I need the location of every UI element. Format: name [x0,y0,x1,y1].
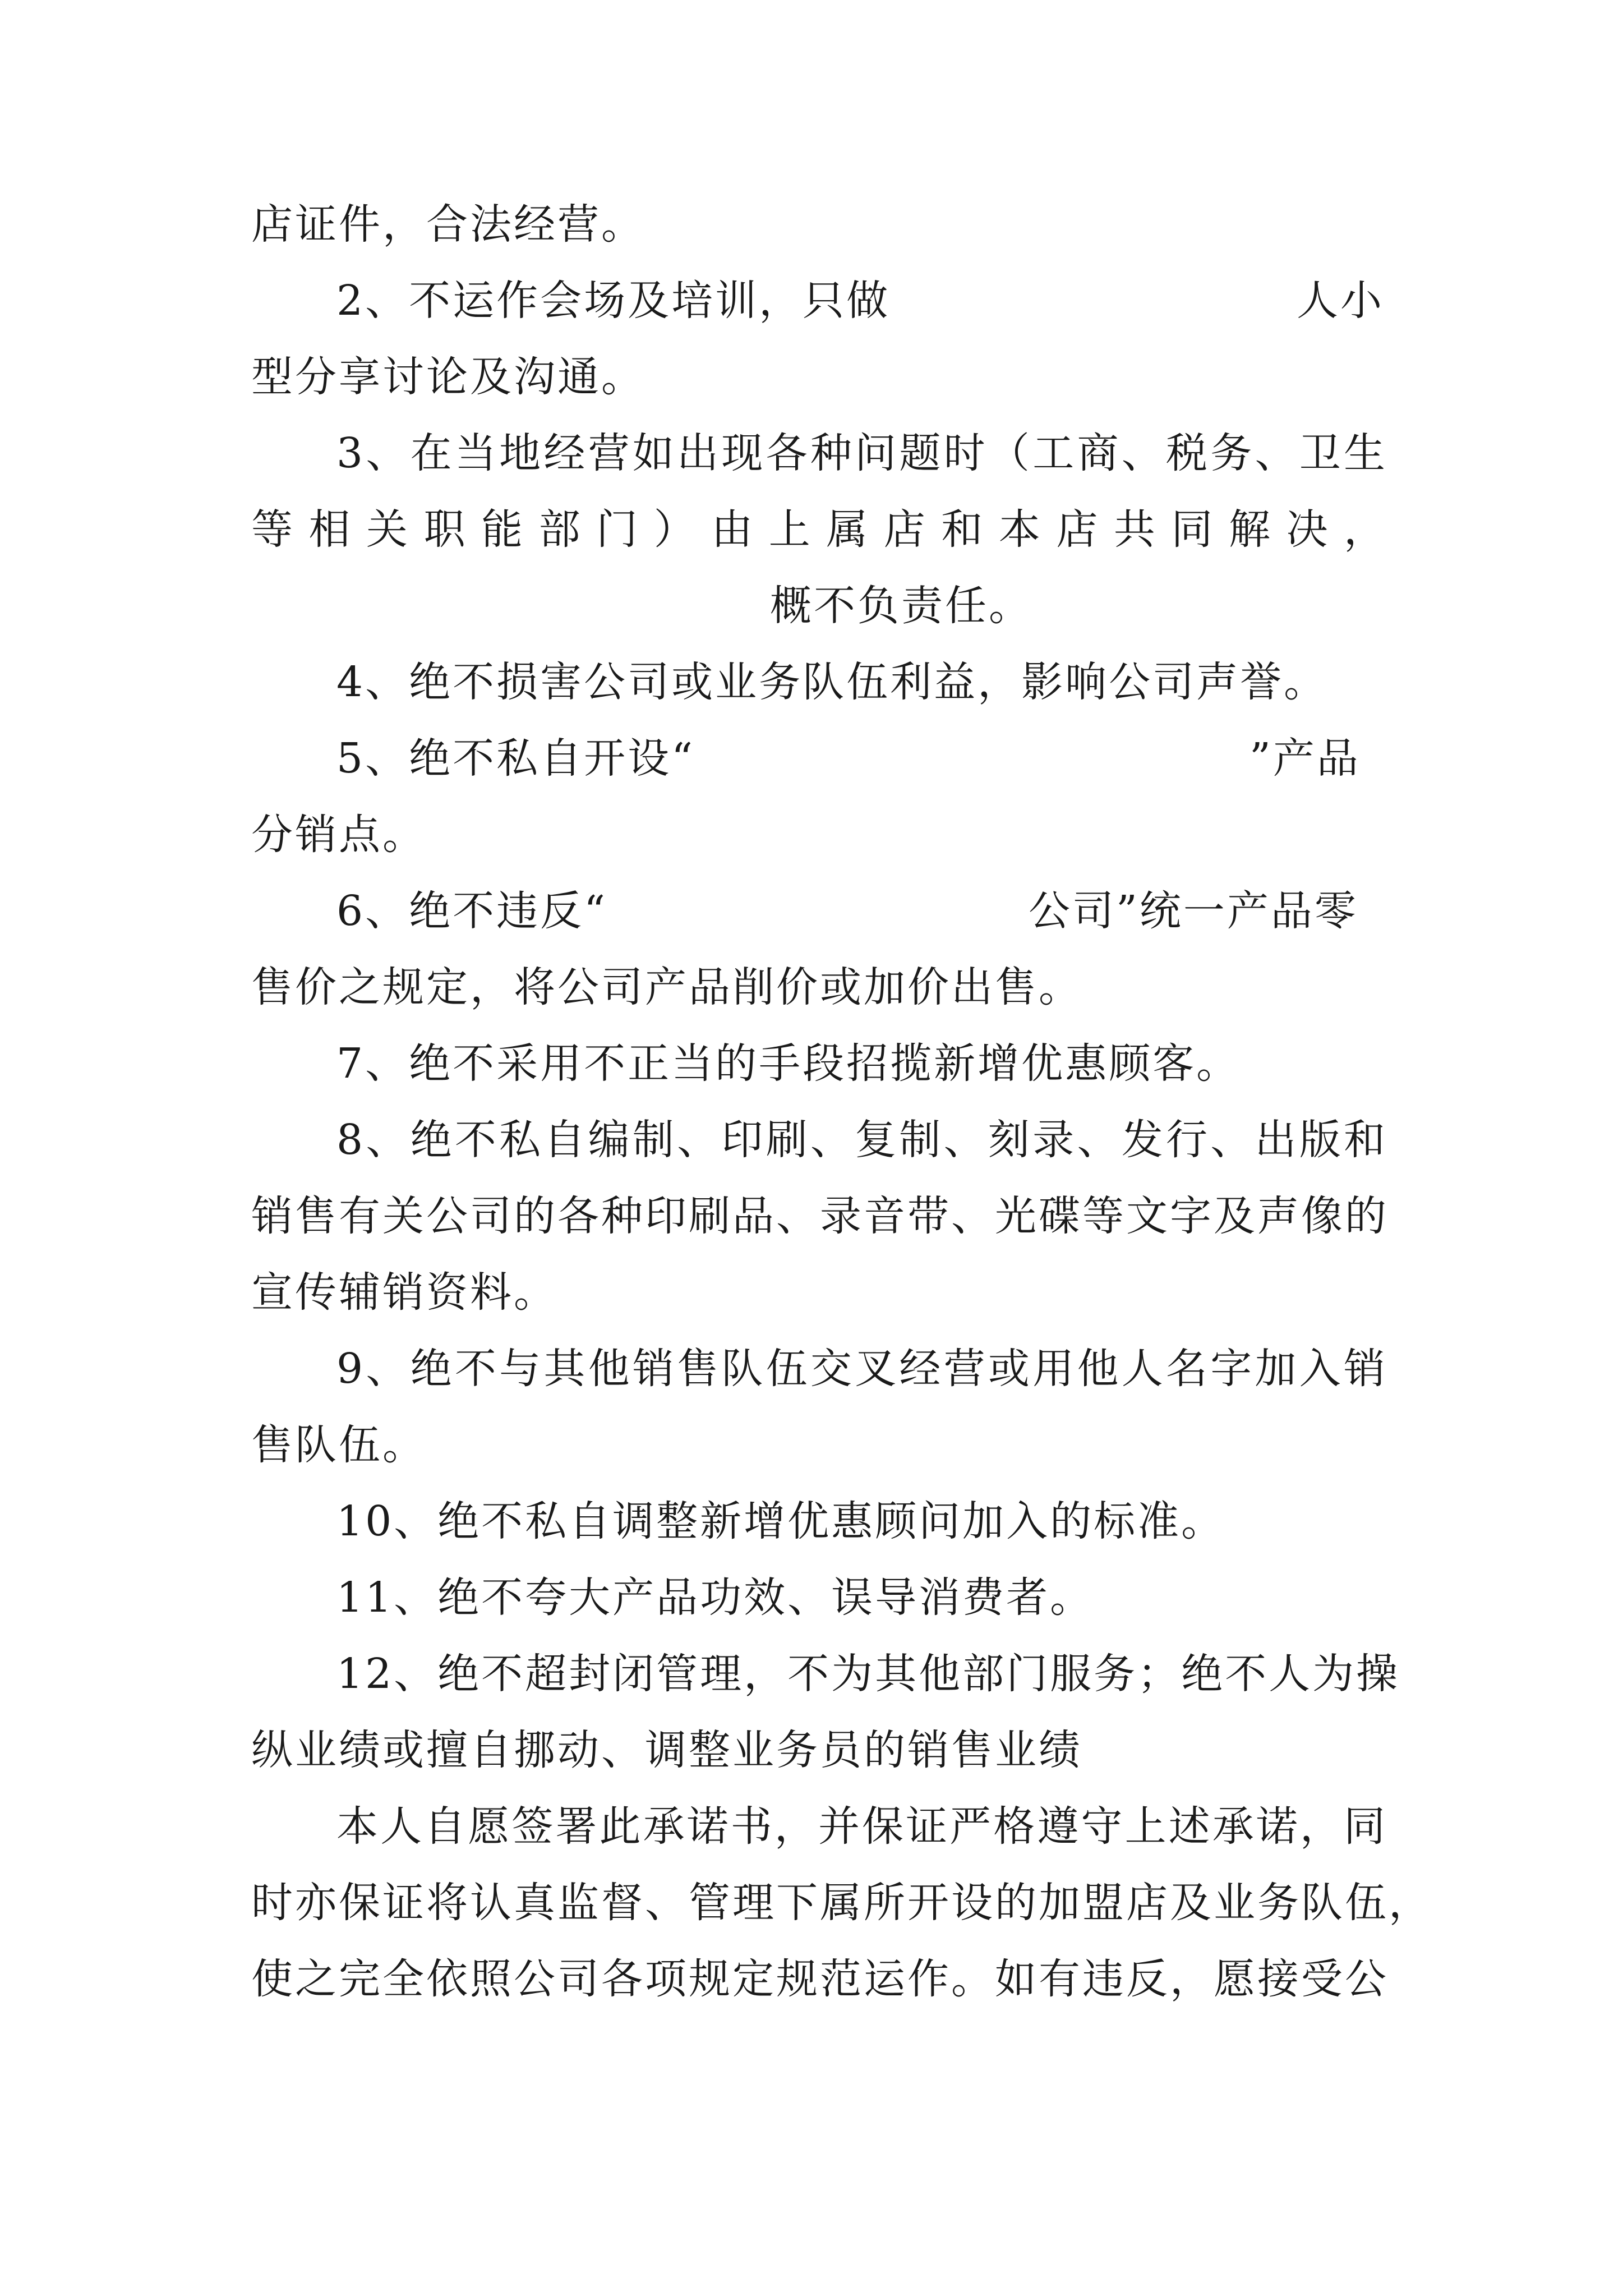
text-line: 售价之规定，将公司产品削价或加价出售。 [251,963,1082,1011]
text-line: 纵业绩或擅自挪动、调整业务员的销售业绩 [251,1726,1082,1774]
text-line: 3、在当地经营如出现各种问题时（工商、税务、卫生 [336,429,1387,477]
text-line-end: 公司”统一产品零 [1029,887,1358,935]
text-line: 2、不运作会场及培训，只做 [336,277,891,325]
text-line: 销售有关公司的各种印刷品、录音带、光碟等文字及声像的 [251,1192,1389,1240]
text-line-end: ”产品 [1249,734,1361,783]
text-line-end: 人小 [1297,277,1384,325]
text-line: 6、绝不违反“ [336,887,607,935]
text-line: 宣传辅销资料。 [251,1268,557,1317]
text-line: 4、绝不损害公司或业务队伍利益，影响公司声誉。 [336,658,1328,706]
text-line: 7、绝不采用不正当的手段招揽新增优惠顾客。 [336,1039,1241,1088]
text-line: 概不负责任。 [770,582,1032,630]
text-line: 12、绝不超封闭管理，不为其他部门服务；绝不人为操 [336,1650,1400,1698]
text-line: 店证件，合法经营。 [251,200,645,249]
text-line: 使之完全依照公司各项规定规范运作。如有违反，愿接受公 [251,1955,1389,2003]
text-line: 分销点。 [251,811,426,859]
text-line: 5、绝不私自开设“ [336,734,695,783]
text-line: 型分享讨论及沟通。 [251,353,645,401]
text-line: 时亦保证将认真监督、管理下属所开设的加盟店及业务队伍， [251,1879,1432,1927]
text-line: 售队伍。 [251,1421,426,1469]
text-line: 9、绝不与其他销售队伍交叉经营或用他人名字加入销 [336,1345,1387,1393]
text-line: 8、绝不私自编制、印刷、复制、刻录、发行、出版和 [336,1116,1387,1164]
text-line: 11、绝不夸大产品功效、误导消费者。 [336,1573,1094,1622]
text-line: 本人自愿签署此承诺书，并保证严格遵守上述承诺，同 [336,1802,1387,1851]
text-line: 等相关职能部门）由上属店和本店共同解决， [251,505,1387,554]
text-line: 10、绝不私自调整新增优惠顾问加入的标准。 [336,1497,1225,1545]
